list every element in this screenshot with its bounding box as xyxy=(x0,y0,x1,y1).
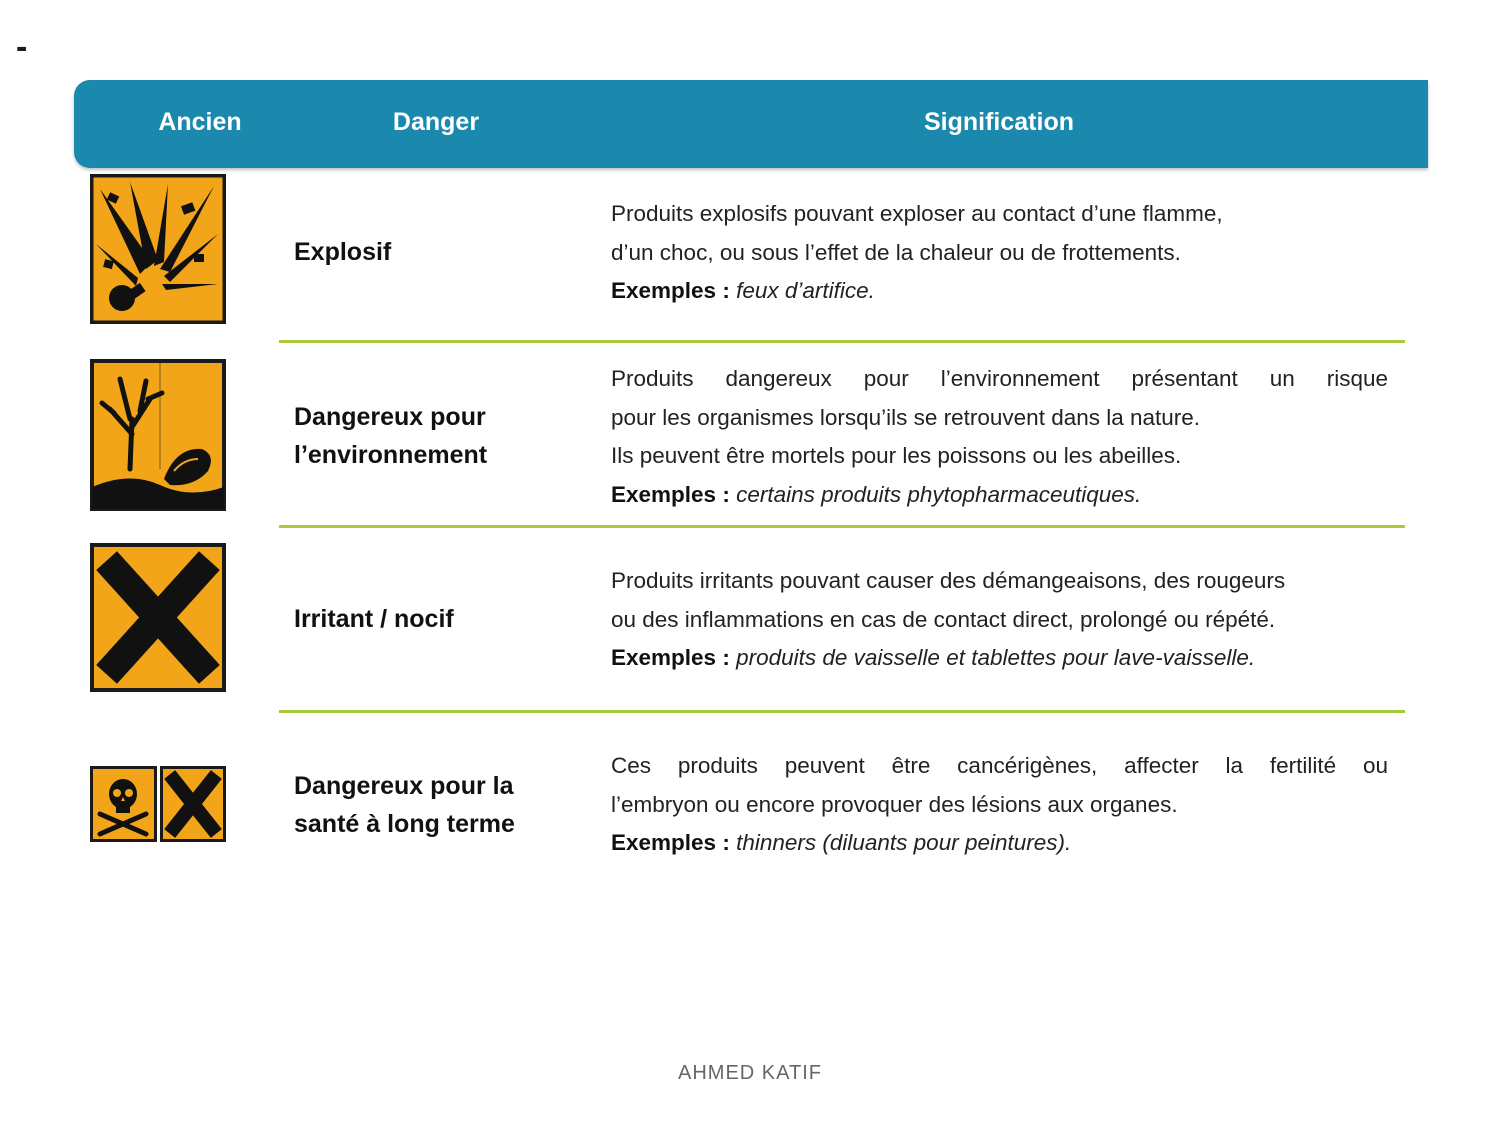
environment-pictogram-icon xyxy=(90,359,226,511)
signification-text: Produits explosifs pouvant exploser au contact d’une flamme, d’un choc, ou sous l’effet de la chaleur ou de frottements. Exemples : feux d’artifice. xyxy=(611,201,1223,303)
footer-author: AHMED KATIF xyxy=(678,1062,822,1084)
row-divider xyxy=(279,710,1405,713)
header-danger: Danger xyxy=(392,108,480,136)
danger-label: Irritant / nocif xyxy=(294,605,454,633)
row-divider xyxy=(279,340,1405,343)
header-ancien: Ancien xyxy=(158,108,242,136)
danger-label: Dangereux pour xyxy=(294,403,486,431)
signification-text: Produits dangereux pour l’environnement présentant un risque pour les organismes lorsqu’ils se retrouvent dans la nature. Ils peuvent être mortels pour les poissons ou les abeilles. Exemples : certains produits phytopharmaceutiques. xyxy=(611,366,1388,507)
signification-text: Produits irritants pouvant causer des démangeaisons, des rougeurs ou des inflammations en cas de contact direct, prolongé ou répété. Exemples : produits de vaisselle et tablettes pour lave-vaisselle. xyxy=(611,568,1286,670)
table-header xyxy=(74,80,1428,168)
danger-label: santé à long terme xyxy=(294,810,515,838)
danger-label: Explosif xyxy=(294,238,392,266)
row-divider xyxy=(279,525,1405,528)
danger-label: Dangereux pour la xyxy=(294,772,514,800)
slide-dash: - xyxy=(16,28,28,66)
explosive-pictogram-icon xyxy=(90,174,226,324)
header-signification: Signification xyxy=(924,108,1074,136)
irritant-pictogram-icon xyxy=(90,543,226,692)
toxic-and-harmful-pictograms-icon xyxy=(90,766,226,842)
signification-text: Ces produits peuvent être cancérigènes, affecter la fertilité ou l’embryon ou encore provoquer des lésions aux organes. Exemples : thinners (diluants pour peintures). xyxy=(611,753,1388,855)
danger-label: l’environnement xyxy=(294,441,488,469)
